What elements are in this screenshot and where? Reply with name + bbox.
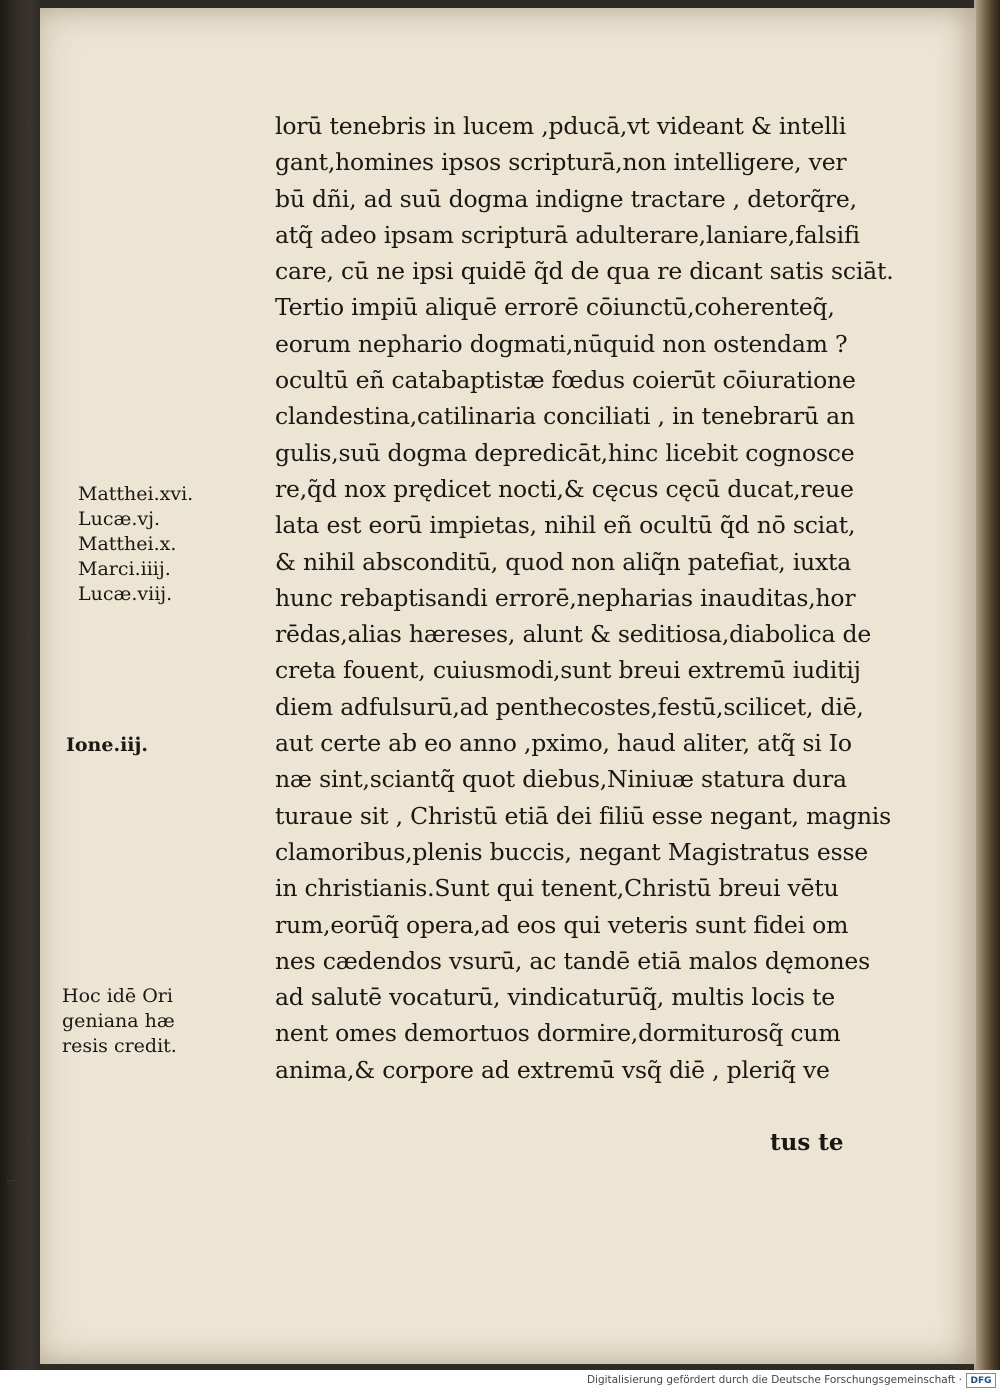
text-line: rēdas,alias hæreses, alunt & seditiosa,diabolica de <box>275 620 872 649</box>
pen-mark-icon: ⌐ <box>6 1174 18 1190</box>
text-line: & nihil absconditū, quod non aliq̃n patefiat, iuxta <box>275 547 852 576</box>
main-text-block <box>275 108 915 1088</box>
dfg-logo-icon: DFG <box>966 1373 996 1388</box>
text-line: nes cædendos vsurū, ac tandē etiā malos dęmones <box>275 946 870 975</box>
marginal-ref: Matthei.x. <box>78 533 177 555</box>
text-line: anima,& corpore ad extremū vsq̃ diē , pleriq̃ ve <box>275 1055 830 1084</box>
text-line: bū dñi, ad suū dogma indigne tractare , detorq̃re, <box>275 184 857 213</box>
marginal-note-line: Hoc idē Ori <box>62 985 173 1007</box>
marginal-ref: Lucæ.viij. <box>78 583 173 605</box>
digitization-footer <box>0 1370 1000 1392</box>
text-line: creta fouent, cuiusmodi,sunt breui extremū iuditij <box>275 656 861 685</box>
funding-credit: Digitalisierung gefördert durch die Deutsche Forschungsgemeinschaft · <box>586 1374 962 1386</box>
marginal-note-line: resis credit. <box>62 1035 177 1057</box>
text-line: diem adfulsurū,ad penthecostes,festū,scilicet, diē, <box>275 692 864 721</box>
marginal-note-origen <box>62 984 177 1059</box>
marginal-note-line: geniana hæ <box>62 1010 175 1032</box>
marginal-ref: Marci.iiij. <box>78 558 171 580</box>
text-line: nent omes demortuos dormire,dormiturosq̃ cum <box>275 1019 841 1048</box>
text-line: in christianis.Sunt qui tenent,Christū breui vētu <box>275 874 839 903</box>
text-line: ad salutē vocaturū, vindicaturūq̃, multis locis te <box>275 983 835 1012</box>
marginal-ref: Lucæ.vj. <box>78 508 161 530</box>
text-line: atq̃ adeo ipsam scripturā adulterare,laniare,falsifi <box>275 220 860 249</box>
marginal-ref: Matthei.xvi. <box>78 483 194 505</box>
text-line: Tertio impiū aliquē errorē cōiunctū,coherenteq̃, <box>275 293 835 322</box>
text-line: gulis,suū dogma depredicāt,hinc licebit cognosce <box>275 438 855 467</box>
catchword: tus te <box>770 1129 844 1156</box>
text-line: clamoribus,plenis buccis, negant Magistratus esse <box>275 837 869 866</box>
text-line: hunc rebaptisandi errorē,nepharias inauditas,hor <box>275 583 856 612</box>
text-line: care, cū ne ipsi quidē q̃d de qua re dicant satis sciāt. <box>275 257 894 286</box>
marginal-references <box>78 482 193 607</box>
text-line: gant,homines ipsos scripturā,non intelligere, ver <box>275 148 847 177</box>
text-line: lorū tenebris in lucem ,pducā,vt videant & intelli <box>275 112 847 140</box>
text-line: clandestina,catilinaria conciliati , in tenebrarū an <box>275 402 855 431</box>
text-line: re,q̃d nox prędicet nocti,& cęcus cęcū ducat,reue <box>275 474 854 503</box>
text-line: rum,eorūq̃ opera,ad eos qui veteris sunt fidei om <box>275 910 849 939</box>
text-line: eorum nephario dogmati,nūquid non ostendam ? <box>275 329 848 358</box>
text-line: næ sint,sciantq̃ quot diebus,Niniuæ statura dura <box>275 765 847 794</box>
text-line: lata est eorū impietas, nihil eñ ocultū q̃d nō sciat, <box>275 511 856 540</box>
text-line: turaue sit , Christū etiā dei filiū esse negant, magnis <box>275 801 891 830</box>
text-line: aut certe ab eo anno ,pximo, haud aliter, atq̃ si Io <box>275 729 852 758</box>
book-fore-edge <box>974 0 1000 1370</box>
book-page <box>40 8 976 1364</box>
marginal-ref-ione: Ione.iij. <box>66 734 149 756</box>
text-line: ocultū eñ catabaptistæ fœdus coierūt cōiuratione <box>275 366 856 395</box>
